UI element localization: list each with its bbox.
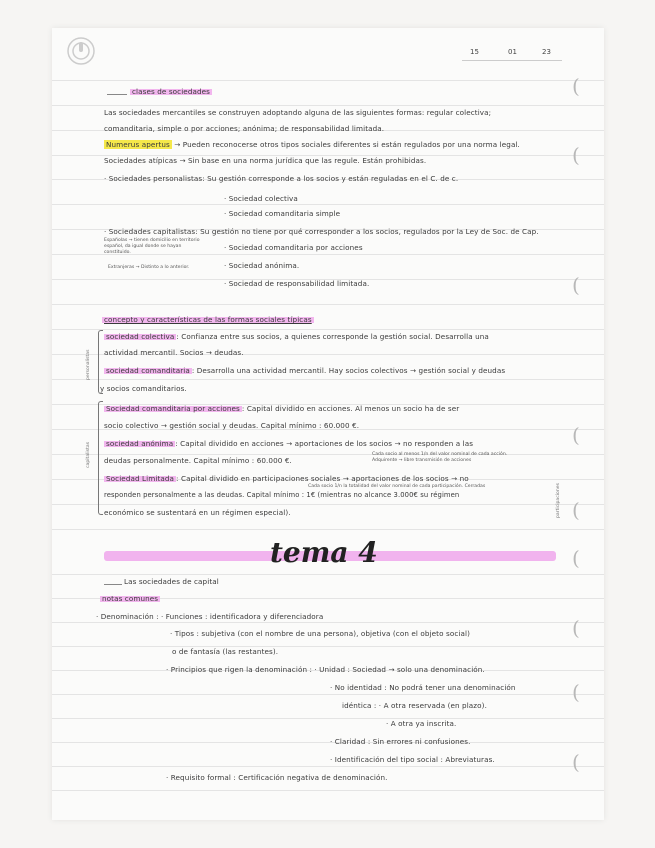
text-line: · Claridad : Sin errores ni confusiones. <box>330 737 471 746</box>
text-line: o de fantasía (las restantes). <box>172 647 279 656</box>
list-item: · Sociedad comanditaria simple <box>224 209 341 218</box>
date-year: 23 <box>542 48 551 56</box>
binder-hole-icon: ( <box>572 546 580 570</box>
text-line: y socios comanditarios. <box>100 384 187 393</box>
binder-hole-icon: ( <box>572 74 580 98</box>
text-line: socio colectivo → gestión social y deudas. Capital mínimo : 60.000 €. <box>104 421 360 430</box>
text-line: · Denominación : · Funciones : identificadora y diferenciadora <box>96 612 324 621</box>
binder-hole-icon: ( <box>572 616 580 640</box>
text-line-limitada: Sociedad Limitada : Capital dividido en participaciones sociales → aportaciones de los socios → no <box>106 474 469 483</box>
notebook-page <box>52 28 604 820</box>
text-line-comanditaria: sociedad comanditaria : Desarrolla una actividad mercantil. Hay socios colectivos → gestión social y deudas <box>106 366 506 375</box>
text-line: · Principios que rigen la denominación : · Unidad : Sociedad → solo una denominación. <box>166 665 485 674</box>
text-line: deudas personalmente. Capital mínimo : 60.000 €. <box>104 456 292 465</box>
text-line: · Tipos : subjetiva (con el nombre de una persona), objetiva (con el objeto social) <box>170 629 470 638</box>
text-line: · Requisito formal : Certificación negativa de denominación. <box>166 773 388 782</box>
section-title-concepto: concepto y características de las formas sociales típicas <box>104 315 312 324</box>
side-label-personalistas: personalistas <box>86 349 91 380</box>
text-line: Sociedades atípicas → Sin base en una norma jurídica que las regule. Están prohibidas. <box>104 156 427 165</box>
notas-label: notas comunes <box>102 594 159 603</box>
text-line: económico se sustentará en un régimen especial). <box>104 508 291 517</box>
text-line: · A otra ya inscrita. <box>386 719 457 728</box>
text-line-com-acciones: Sociedad comanditaria por acciones : Capital dividido en acciones. Al menos un socio ha de ser <box>106 404 460 413</box>
binder-hole-icon: ( <box>572 143 580 167</box>
text-line: idéntica : · A otra reservada (en plazo). <box>342 701 487 710</box>
text-line: · No identidad : No podrá tener una denominación <box>330 683 516 692</box>
binder-hole-icon: ( <box>572 273 580 297</box>
binder-hole-icon: ( <box>572 750 580 774</box>
section-title-clases: clases de sociedades <box>132 87 211 96</box>
side-label-capitalistas: capitalistas <box>86 441 91 468</box>
side-label-participaciones: participaciones <box>556 483 561 518</box>
date-month: 01 <box>508 48 517 56</box>
text-line: · Sociedades personalistas: Su gestión corresponde a los socios y están reguladas en el C. de c. <box>104 174 459 183</box>
text-line: Las sociedades mercantiles se construyen adoptando alguna de las siguientes formas: regular colectiva; <box>104 108 492 117</box>
binder-hole-icon: ( <box>572 680 580 704</box>
section-subtitle: Las sociedades de capital <box>124 577 219 586</box>
side-note: Cada socio 1/n la totalidad del valor nominal de cada participación. Cerradas <box>308 484 486 489</box>
text-line: · Identificación del tipo social : Abreviaturas. <box>330 755 495 764</box>
list-item: · Sociedad anónima. <box>224 261 300 270</box>
tema-heading: tema 4 <box>270 536 378 569</box>
binder-hole-icon: ( <box>572 423 580 447</box>
list-item: · Sociedad colectiva <box>224 194 298 203</box>
text-line: responden personalmente a las deudas. Capital mínimo : 1€ (mientras no alcance 3.000€ su régimen <box>104 491 460 499</box>
text-line-colectiva: sociedad colectiva : Confianza entre sus socios, a quienes corresponde la gestión social. Desarrolla una <box>106 332 489 341</box>
side-note: Cada socio al menos 1/n del valor nominal de cada acción. Adquirente → libre transmisión de acciones <box>372 452 508 463</box>
notebook-brand-logo-icon <box>66 36 96 66</box>
date-day: 15 <box>470 48 479 56</box>
text-line-numerus: Numerus apertus → Pueden reconocerse otros tipos sociales diferentes si están regulados por una norma legal. <box>106 140 520 149</box>
list-item: · Sociedad de responsabilidad limitada. <box>224 279 370 288</box>
text-line-anonima: sociedad anónima : Capital dividido en acciones → aportaciones de los socios → no responden a las <box>106 439 474 448</box>
text-line: comanditaria, simple o por acciones; anónima; de responsabilidad limitada. <box>104 124 385 133</box>
text-line: actividad mercantil. Socios → deudas. <box>104 348 244 357</box>
side-note: Españolas → tienen domicilio en territorio español, da igual donde se hayan constituido. <box>104 238 200 255</box>
binder-hole-icon: ( <box>572 498 580 522</box>
list-item: · Sociedad comanditaria por acciones <box>224 243 363 252</box>
text-line: · Sociedades capitalistas: Su gestión no tiene por qué corresponder a los socios, regulados por la Ley de Soc. de Cap. <box>104 227 539 236</box>
side-note: Extranjeras → Distinto a lo anterior. <box>108 265 190 270</box>
